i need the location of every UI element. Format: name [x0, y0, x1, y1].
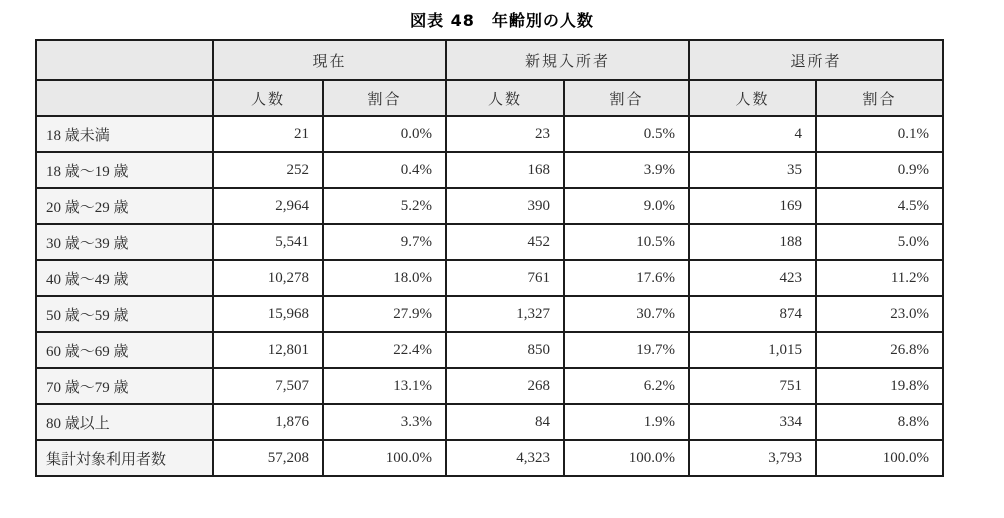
cell-leavers-ratio: 5.0%: [816, 224, 943, 260]
sub-header-leavers-count: 人数: [689, 80, 816, 116]
group-header-new-entrants: 新規入所者: [446, 40, 689, 80]
sub-header-current-count: 人数: [213, 80, 323, 116]
table-row: [36, 188, 943, 224]
table-body: [36, 116, 943, 476]
cell-new-count: 168: [446, 152, 564, 188]
cell-current-count: 1,876: [213, 404, 323, 440]
row-label: 80 歳以上: [36, 404, 213, 440]
group-header-leavers: 退所者: [689, 40, 943, 80]
cell-new-ratio: 3.9%: [564, 152, 689, 188]
age-distribution-table: [35, 39, 944, 477]
cell-leavers-ratio: 4.5%: [816, 188, 943, 224]
cell-leavers-count: 3,793: [689, 440, 816, 476]
cell-new-count: 84: [446, 404, 564, 440]
row-label: 18 歳未満: [36, 116, 213, 152]
row-label: 集計対象利用者数: [36, 440, 213, 476]
group-header-current: 現在: [213, 40, 446, 80]
table-row: [36, 152, 943, 188]
cell-new-ratio: 17.6%: [564, 260, 689, 296]
group-header-row: [36, 40, 943, 80]
sub-header-row: [36, 80, 943, 116]
cell-new-count: 850: [446, 332, 564, 368]
table-row: [36, 368, 943, 404]
cell-current-count: 10,278: [213, 260, 323, 296]
cell-current-ratio: 13.1%: [323, 368, 446, 404]
cell-new-ratio: 0.5%: [564, 116, 689, 152]
row-label: 20 歳〜29 歳: [36, 188, 213, 224]
cell-current-count: 5,541: [213, 224, 323, 260]
cell-leavers-count: 1,015: [689, 332, 816, 368]
corner-cell: [36, 80, 213, 116]
sub-header-leavers-ratio: 割合: [816, 80, 943, 116]
cell-leavers-count: 751: [689, 368, 816, 404]
cell-leavers-ratio: 23.0%: [816, 296, 943, 332]
cell-current-ratio: 0.0%: [323, 116, 446, 152]
cell-current-ratio: 18.0%: [323, 260, 446, 296]
cell-new-count: 268: [446, 368, 564, 404]
cell-new-ratio: 30.7%: [564, 296, 689, 332]
cell-current-ratio: 0.4%: [323, 152, 446, 188]
row-label: 18 歳〜19 歳: [36, 152, 213, 188]
cell-new-count: 4,323: [446, 440, 564, 476]
cell-leavers-count: 4: [689, 116, 816, 152]
cell-current-ratio: 9.7%: [323, 224, 446, 260]
cell-new-count: 761: [446, 260, 564, 296]
cell-current-count: 252: [213, 152, 323, 188]
cell-current-ratio: 27.9%: [323, 296, 446, 332]
cell-leavers-ratio: 8.8%: [816, 404, 943, 440]
cell-new-ratio: 100.0%: [564, 440, 689, 476]
cell-new-ratio: 1.9%: [564, 404, 689, 440]
table-header: [36, 40, 943, 116]
cell-new-count: 390: [446, 188, 564, 224]
cell-current-ratio: 100.0%: [323, 440, 446, 476]
table-row: [36, 224, 943, 260]
row-label: 70 歳〜79 歳: [36, 368, 213, 404]
cell-new-ratio: 10.5%: [564, 224, 689, 260]
cell-leavers-count: 334: [689, 404, 816, 440]
cell-new-ratio: 9.0%: [564, 188, 689, 224]
sub-header-current-ratio: 割合: [323, 80, 446, 116]
table-row: [36, 332, 943, 368]
figure-title: 図表 48 年齢別の人数: [410, 11, 594, 30]
cell-leavers-ratio: 0.1%: [816, 116, 943, 152]
row-label: 60 歳〜69 歳: [36, 332, 213, 368]
cell-current-count: 7,507: [213, 368, 323, 404]
cell-leavers-count: 169: [689, 188, 816, 224]
cell-current-count: 57,208: [213, 440, 323, 476]
cell-leavers-ratio: 26.8%: [816, 332, 943, 368]
cell-new-count: 452: [446, 224, 564, 260]
cell-leavers-count: 874: [689, 296, 816, 332]
cell-new-ratio: 19.7%: [564, 332, 689, 368]
cell-new-count: 23: [446, 116, 564, 152]
table-row: [36, 440, 943, 476]
row-label: 50 歳〜59 歳: [36, 296, 213, 332]
cell-current-ratio: 5.2%: [323, 188, 446, 224]
cell-leavers-count: 35: [689, 152, 816, 188]
cell-current-count: 12,801: [213, 332, 323, 368]
table-row: [36, 116, 943, 152]
sub-header-new-count: 人数: [446, 80, 564, 116]
cell-new-ratio: 6.2%: [564, 368, 689, 404]
cell-current-ratio: 3.3%: [323, 404, 446, 440]
row-label: 40 歳〜49 歳: [36, 260, 213, 296]
cell-leavers-ratio: 0.9%: [816, 152, 943, 188]
cell-leavers-count: 188: [689, 224, 816, 260]
cell-leavers-ratio: 100.0%: [816, 440, 943, 476]
cell-current-count: 21: [213, 116, 323, 152]
cell-leavers-ratio: 11.2%: [816, 260, 943, 296]
cell-leavers-count: 423: [689, 260, 816, 296]
cell-current-count: 15,968: [213, 296, 323, 332]
cell-current-ratio: 22.4%: [323, 332, 446, 368]
corner-cell: [36, 40, 213, 80]
table-row: [36, 260, 943, 296]
cell-leavers-ratio: 19.8%: [816, 368, 943, 404]
table-row: [36, 404, 943, 440]
table-row: [36, 296, 943, 332]
row-label: 30 歳〜39 歳: [36, 224, 213, 260]
sub-header-new-ratio: 割合: [564, 80, 689, 116]
cell-new-count: 1,327: [446, 296, 564, 332]
cell-current-count: 2,964: [213, 188, 323, 224]
